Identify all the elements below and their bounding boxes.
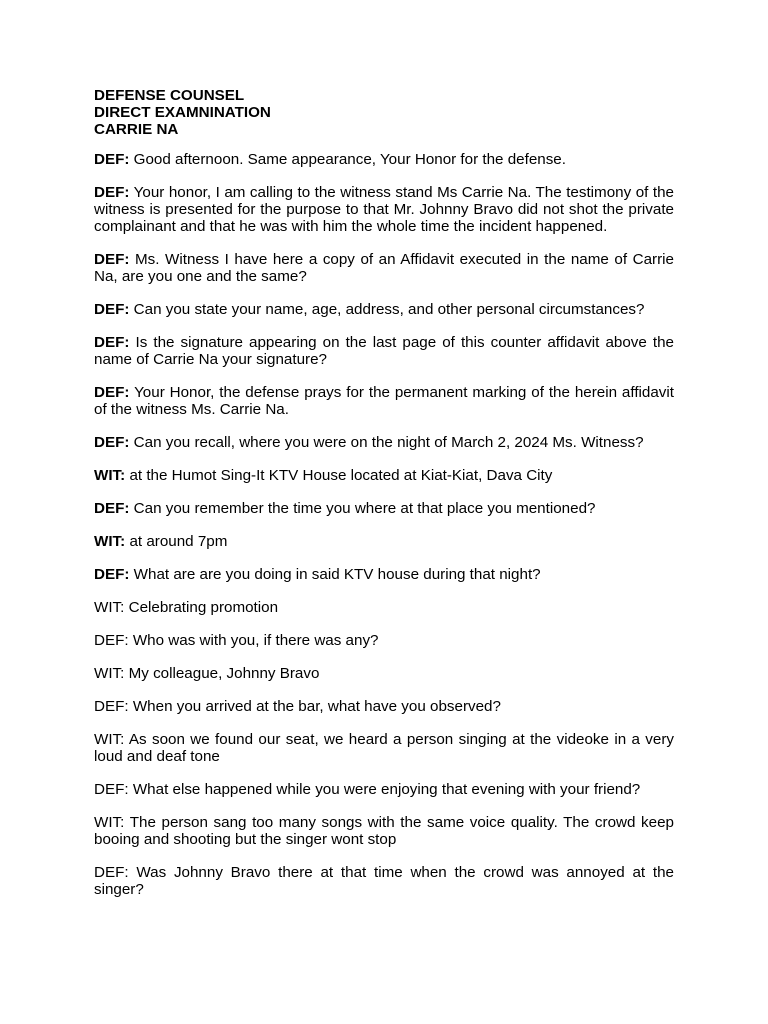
entry-text: at around 7pm [129, 533, 228, 550]
header-title-counsel: DEFENSE COUNSEL [94, 87, 245, 104]
transcript-entry [94, 467, 674, 484]
transcript-entry [94, 698, 674, 715]
entry-text: My colleague, Johnny Bravo [128, 665, 320, 682]
speaker-label: DEF: [94, 698, 129, 715]
transcript-entry [94, 500, 674, 517]
speaker-label: DEF: [94, 334, 130, 351]
transcript-entry [94, 434, 674, 451]
speaker-label: WIT: [94, 814, 125, 831]
speaker-label: DEF: [94, 566, 130, 583]
transcript-entry [94, 384, 674, 418]
entry-text: Was Johnny Bravo there at that time when the crowd was annoyed at the singer? [94, 864, 674, 898]
speaker-label: DEF: [94, 301, 130, 318]
transcript-entry [94, 566, 674, 583]
transcript-entry [94, 599, 674, 616]
entry-text: at the Humot Sing-It KTV House located at Kiat-Kiat, Dava City [129, 467, 553, 484]
transcript-entry [94, 334, 674, 368]
speaker-label: WIT: [94, 533, 126, 550]
speaker-label: DEF: [94, 184, 130, 201]
entry-text: Can you remember the time you where at that place you mentioned? [133, 500, 596, 517]
entry-text: The person sang too many songs with the same voice quality. The crowd keep booing and shooting but the singer wont stop [94, 814, 674, 848]
entry-text: What else happened while you were enjoying that evening with your friend? [132, 781, 641, 798]
transcript-entry [94, 665, 674, 682]
speaker-label: WIT: [94, 467, 126, 484]
speaker-label: WIT: [94, 665, 125, 682]
transcript-entry [94, 251, 674, 285]
speaker-label: DEF: [94, 864, 129, 881]
speaker-label: DEF: [94, 384, 130, 401]
entry-text: When you arrived at the bar, what have you observed? [132, 698, 501, 715]
entry-text: Good afternoon. Same appearance, Your Honor for the defense. [133, 151, 566, 168]
transcript-entry [94, 814, 674, 848]
transcript-entry [94, 781, 674, 798]
entry-text: Can you state your name, age, address, and other personal circumstances? [133, 301, 645, 318]
speaker-label: WIT: [94, 599, 125, 616]
entry-text: Is the signature appearing on the last page of this counter affidavit above the name of Carrie Na your signature? [94, 334, 674, 368]
transcript-entry [94, 301, 674, 318]
header-title-witness: CARRIE NA [94, 121, 179, 138]
entry-text: Your honor, I am calling to the witness stand Ms Carrie Na. The testimony of the witness is presented for the purpose to that Mr. Johnny Bravo did not shot the private complainant and that he was with him the whole time the incident happened. [94, 184, 674, 235]
entry-text: Can you recall, where you were on the night of March 2, 2024 Ms. Witness? [133, 434, 644, 451]
document-header [94, 87, 674, 138]
speaker-label: DEF: [94, 251, 130, 268]
speaker-label: DEF: [94, 151, 130, 168]
entry-text: What are are you doing in said KTV house during that night? [133, 566, 541, 583]
transcript-entry [94, 151, 674, 168]
transcript-entry [94, 731, 674, 765]
entry-text: Who was with you, if there was any? [132, 632, 379, 649]
speaker-label: DEF: [94, 434, 130, 451]
entry-text: Celebrating promotion [128, 599, 279, 616]
speaker-label: DEF: [94, 500, 130, 517]
transcript-entry [94, 184, 674, 235]
transcript-entry [94, 533, 674, 550]
entry-text: As soon we found our seat, we heard a person singing at the videoke in a very loud and deaf tone [94, 731, 674, 765]
speaker-label: DEF: [94, 781, 129, 798]
header-title-examination: DIRECT EXAMNINATION [94, 104, 271, 121]
speaker-label: DEF: [94, 632, 129, 649]
entry-text: Ms. Witness I have here a copy of an Affidavit executed in the name of Carrie Na, are you one and the same? [94, 251, 674, 285]
speaker-label: WIT: [94, 731, 125, 748]
transcript-entry [94, 632, 674, 649]
entry-text: Your Honor, the defense prays for the permanent marking of the herein affidavit of the witness Ms. Carrie Na. [94, 384, 674, 418]
transcript-entry [94, 864, 674, 898]
